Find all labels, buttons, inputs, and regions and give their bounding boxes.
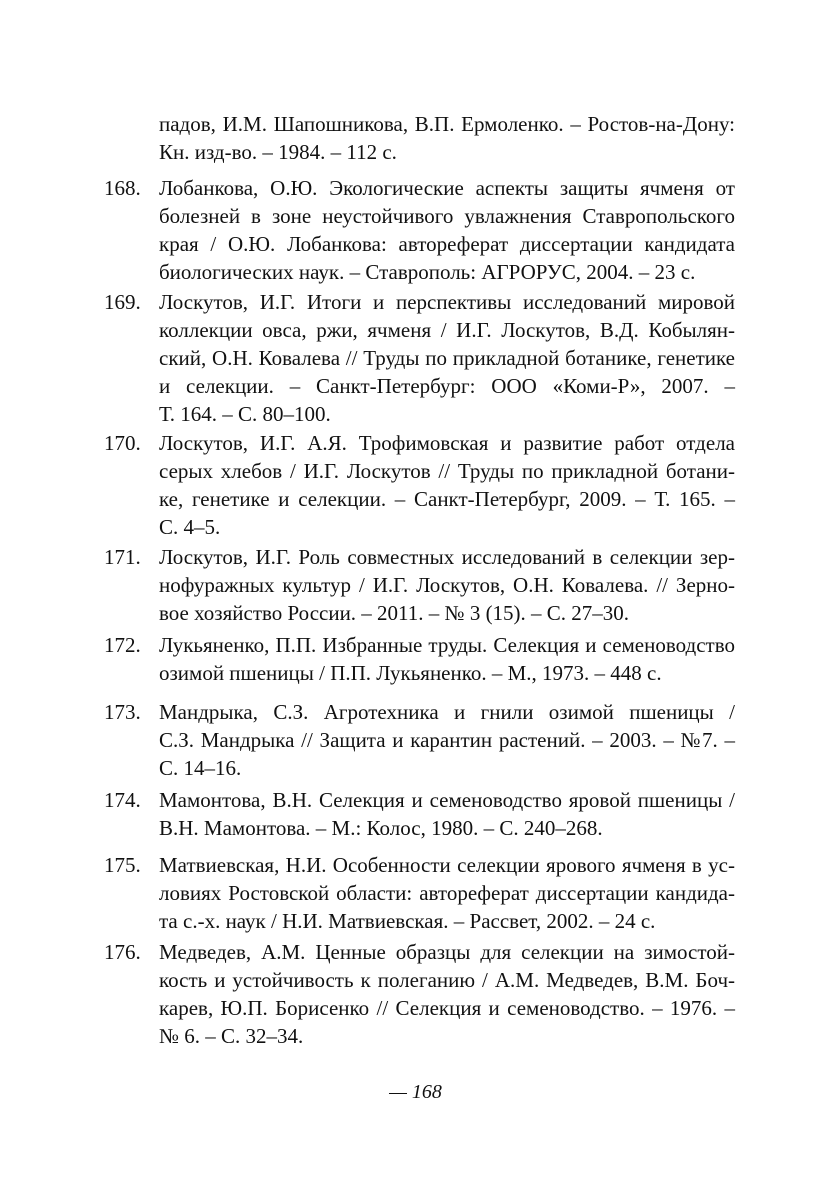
entry-line: края / О.Ю. Лобанкова: автореферат диссертации кандидата [159,232,735,256]
entry-line: Мамонтова, В.Н. Селекция и семеноводство яровой пшеницы / [159,788,735,812]
entry-line: Лобанкова, О.Ю. Экологические аспекты защиты ячменя от [159,176,735,200]
entry-line: и селекции. – Санкт-Петербург: ООО «Коми-Р», 2007. – [159,374,735,398]
entry-line: С. 14–16. [159,756,242,780]
entry-line: ловиях Ростовской области: автореферат диссертации кандида- [159,881,735,905]
entry-line: Т. 164. – С. 80–100. [159,402,331,426]
entry-number: 173. [104,700,141,724]
entry-line: вое хозяйство России. – 2011. – № 3 (15). – С. 27–30. [159,601,630,625]
entry-line: ский, О.Н. Ковалева // Труды по прикладной ботанике, генетике [159,346,735,370]
entry-line: падов, И.М. Шапошникова, В.П. Ермоленко. – Ростов-на-Дону: [159,112,735,136]
entry-line: № 6. – С. 32–34. [159,1024,304,1048]
entry-line: болезней в зоне неустойчивого увлажнения Ставропольского [159,204,735,228]
entry-line: биологических наук. – Ставрополь: АГРОРУС, 2004. – 23 с. [159,260,696,284]
entry-number: 175. [104,853,141,877]
entry-line: Лукьяненко, П.П. Избранные труды. Селекция и семеноводство [159,633,735,657]
entry-number: 171. [104,545,141,569]
entry-number: 168. [104,176,141,200]
entry-line: В.Н. Мамонтова. – М.: Колос, 1980. – С. 240–268. [159,816,603,840]
entry-line: С. 4–5. [159,515,221,539]
entry-line: Матвиевская, Н.И. Особенности селекции ярового ячменя в ус- [159,853,735,877]
entry-number: 174. [104,788,141,812]
entry-number: 176. [104,940,141,964]
entry-line: серых хлебов / И.Г. Лоскутов // Труды по прикладной ботани- [159,459,735,483]
entry-number: 169. [104,290,141,314]
entry-line: та с.-х. наук / Н.И. Матвиевская. – Рассвет, 2002. – 24 с. [159,909,656,933]
entry-line: нофуражных культур / И.Г. Лоскутов, О.Н. Ковалева. // Зерно- [159,573,735,597]
entry-line: озимой пшеницы / П.П. Лукьяненко. – М., 1973. – 448 с. [159,661,662,685]
entry-number: 170. [104,431,141,455]
entry-number: 172. [104,633,141,657]
entry-line: Медведев, А.М. Ценные образцы для селекции на зимостой- [159,940,735,964]
entry-line: Мандрыка, С.З. Агротехника и гнили озимой пшеницы / [159,700,735,724]
entry-line: Кн. изд-во. – 1984. – 112 с. [159,140,397,164]
entry-line: кость и устойчивость к полеганию / А.М. Медведев, В.М. Боч- [159,968,735,992]
entry-line: Лоскутов, И.Г. А.Я. Трофимовская и развитие работ отдела [159,431,735,455]
entry-line: Лоскутов, И.Г. Итоги и перспективы исследований мировой [159,290,735,314]
entry-line: коллекции овса, ржи, ячменя / И.Г. Лоскутов, В.Д. Кобылян- [159,318,735,342]
entry-line: С.З. Мандрыка // Защита и карантин растений. – 2003. – №7. – [159,728,735,752]
entry-line: Лоскутов, И.Г. Роль совместных исследований в селекции зер- [159,545,735,569]
entry-line: карев, Ю.П. Борисенко // Селекция и семеноводство. – 1976. – [159,996,735,1020]
entry-line: ке, генетике и селекции. – Санкт-Петербург, 2009. – Т. 165. – [159,487,735,511]
page-number: — 168 [389,1081,442,1103]
